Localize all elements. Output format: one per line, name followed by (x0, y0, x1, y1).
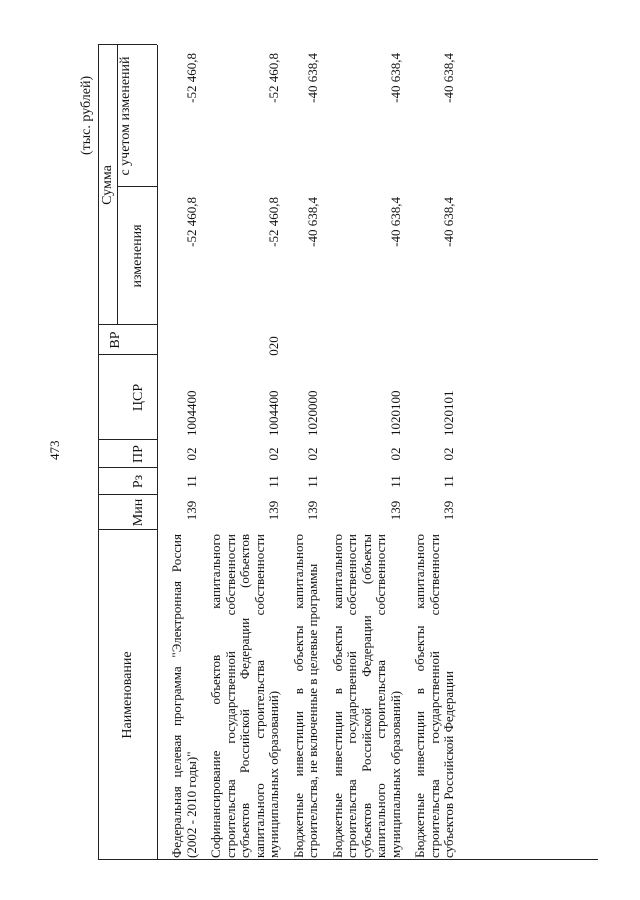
header-changes: изменения (130, 224, 145, 288)
row-name-line: (2002 - 2010 годы)" (183, 751, 199, 858)
row-name (413, 534, 457, 858)
row-with-changes: -52 460,8 (183, 53, 199, 103)
header-sum: Сумма (100, 165, 115, 205)
row-name-line: Бюджетные инвестиции в объекты капитального (290, 534, 306, 858)
page-number: 473 (47, 440, 62, 460)
row-min: 139 (441, 500, 456, 521)
row-name-line: строительства государственной собственности (344, 534, 359, 858)
row-name-line: субъектов Российской Федерации (объекты (358, 534, 374, 858)
header-pr: ПР (131, 445, 146, 463)
row-pr: 02 (441, 447, 456, 461)
header-with-changes: с учетом изменений (118, 56, 133, 176)
row-csr: 1004400 (266, 390, 281, 436)
row-name (209, 534, 282, 858)
grid-line (98, 494, 157, 495)
row-name-line: муниципальных образований) (387, 690, 403, 858)
row-name-line: капитального строительства собственности (373, 534, 388, 858)
row-name (292, 534, 321, 858)
row-name-line: Федеральная целевая программа "Электронная Россия (169, 534, 184, 858)
row-min: 139 (266, 500, 281, 521)
grid-line (98, 45, 99, 860)
row-min: 139 (387, 500, 403, 521)
row-name-line: капитального строительства собственности (251, 534, 267, 858)
row-min: 139 (183, 500, 199, 521)
row-changes: -40 638,4 (305, 197, 320, 247)
row-changes: -52 460,8 (266, 197, 281, 247)
grid-line (98, 354, 157, 355)
header-name: Наименование (120, 651, 135, 739)
grid-line (98, 467, 157, 468)
row-name-line: Бюджетные инвестиции в объекты капитального (412, 534, 427, 858)
row-name-line: строительства государственной собственности (222, 534, 238, 858)
row-pr: 02 (305, 447, 320, 461)
row-with-changes: -40 638,4 (305, 53, 320, 103)
row-pr: 02 (183, 447, 199, 461)
row-with-changes: -40 638,4 (387, 53, 403, 103)
row-rz: 11 (441, 475, 456, 488)
row-rz: 11 (305, 475, 320, 488)
row-name-line: Софинансирование объектов капитального (208, 534, 223, 858)
row-changes: -52 460,8 (183, 197, 199, 247)
grid-line (98, 859, 598, 860)
row-rz: 11 (266, 475, 281, 488)
row-csr: 1020101 (441, 390, 456, 436)
row-name (170, 534, 199, 858)
row-changes: -40 638,4 (387, 197, 403, 247)
row-name-line: строительства государственной собственности (426, 534, 442, 858)
header-min: Мин (131, 498, 146, 527)
row-name-line: субъектов Российской Федерации (441, 671, 456, 858)
row-vr: 020 (266, 336, 281, 356)
row-name-line: строительства, не включенные в целевые программы (305, 563, 320, 858)
row-name-line: Бюджетные инвестиции в объекты капитального (329, 534, 345, 858)
row-with-changes: -52 460,8 (266, 53, 281, 103)
row-name-line: субъектов Российской Федерации (объектов (237, 534, 252, 858)
grid-line (98, 439, 157, 440)
units-note: (тыс. рублей) (79, 75, 94, 155)
row-min: 139 (305, 500, 320, 521)
row-name (331, 534, 404, 858)
row-changes: -40 638,4 (441, 197, 456, 247)
row-csr: 1004400 (183, 390, 199, 436)
header-rz: Рз (131, 474, 146, 489)
row-csr: 1020000 (305, 390, 320, 436)
header-csr: ЦСР (131, 383, 146, 412)
row-csr: 1020100 (387, 390, 403, 436)
grid-line (157, 45, 158, 860)
row-with-changes: -40 638,4 (441, 53, 456, 103)
row-name-line: муниципальных образований) (266, 690, 281, 858)
row-rz: 11 (387, 475, 403, 488)
row-pr: 02 (266, 447, 281, 461)
row-rz: 11 (183, 475, 199, 488)
row-pr: 02 (387, 447, 403, 461)
header-vr: ВР (108, 331, 123, 349)
